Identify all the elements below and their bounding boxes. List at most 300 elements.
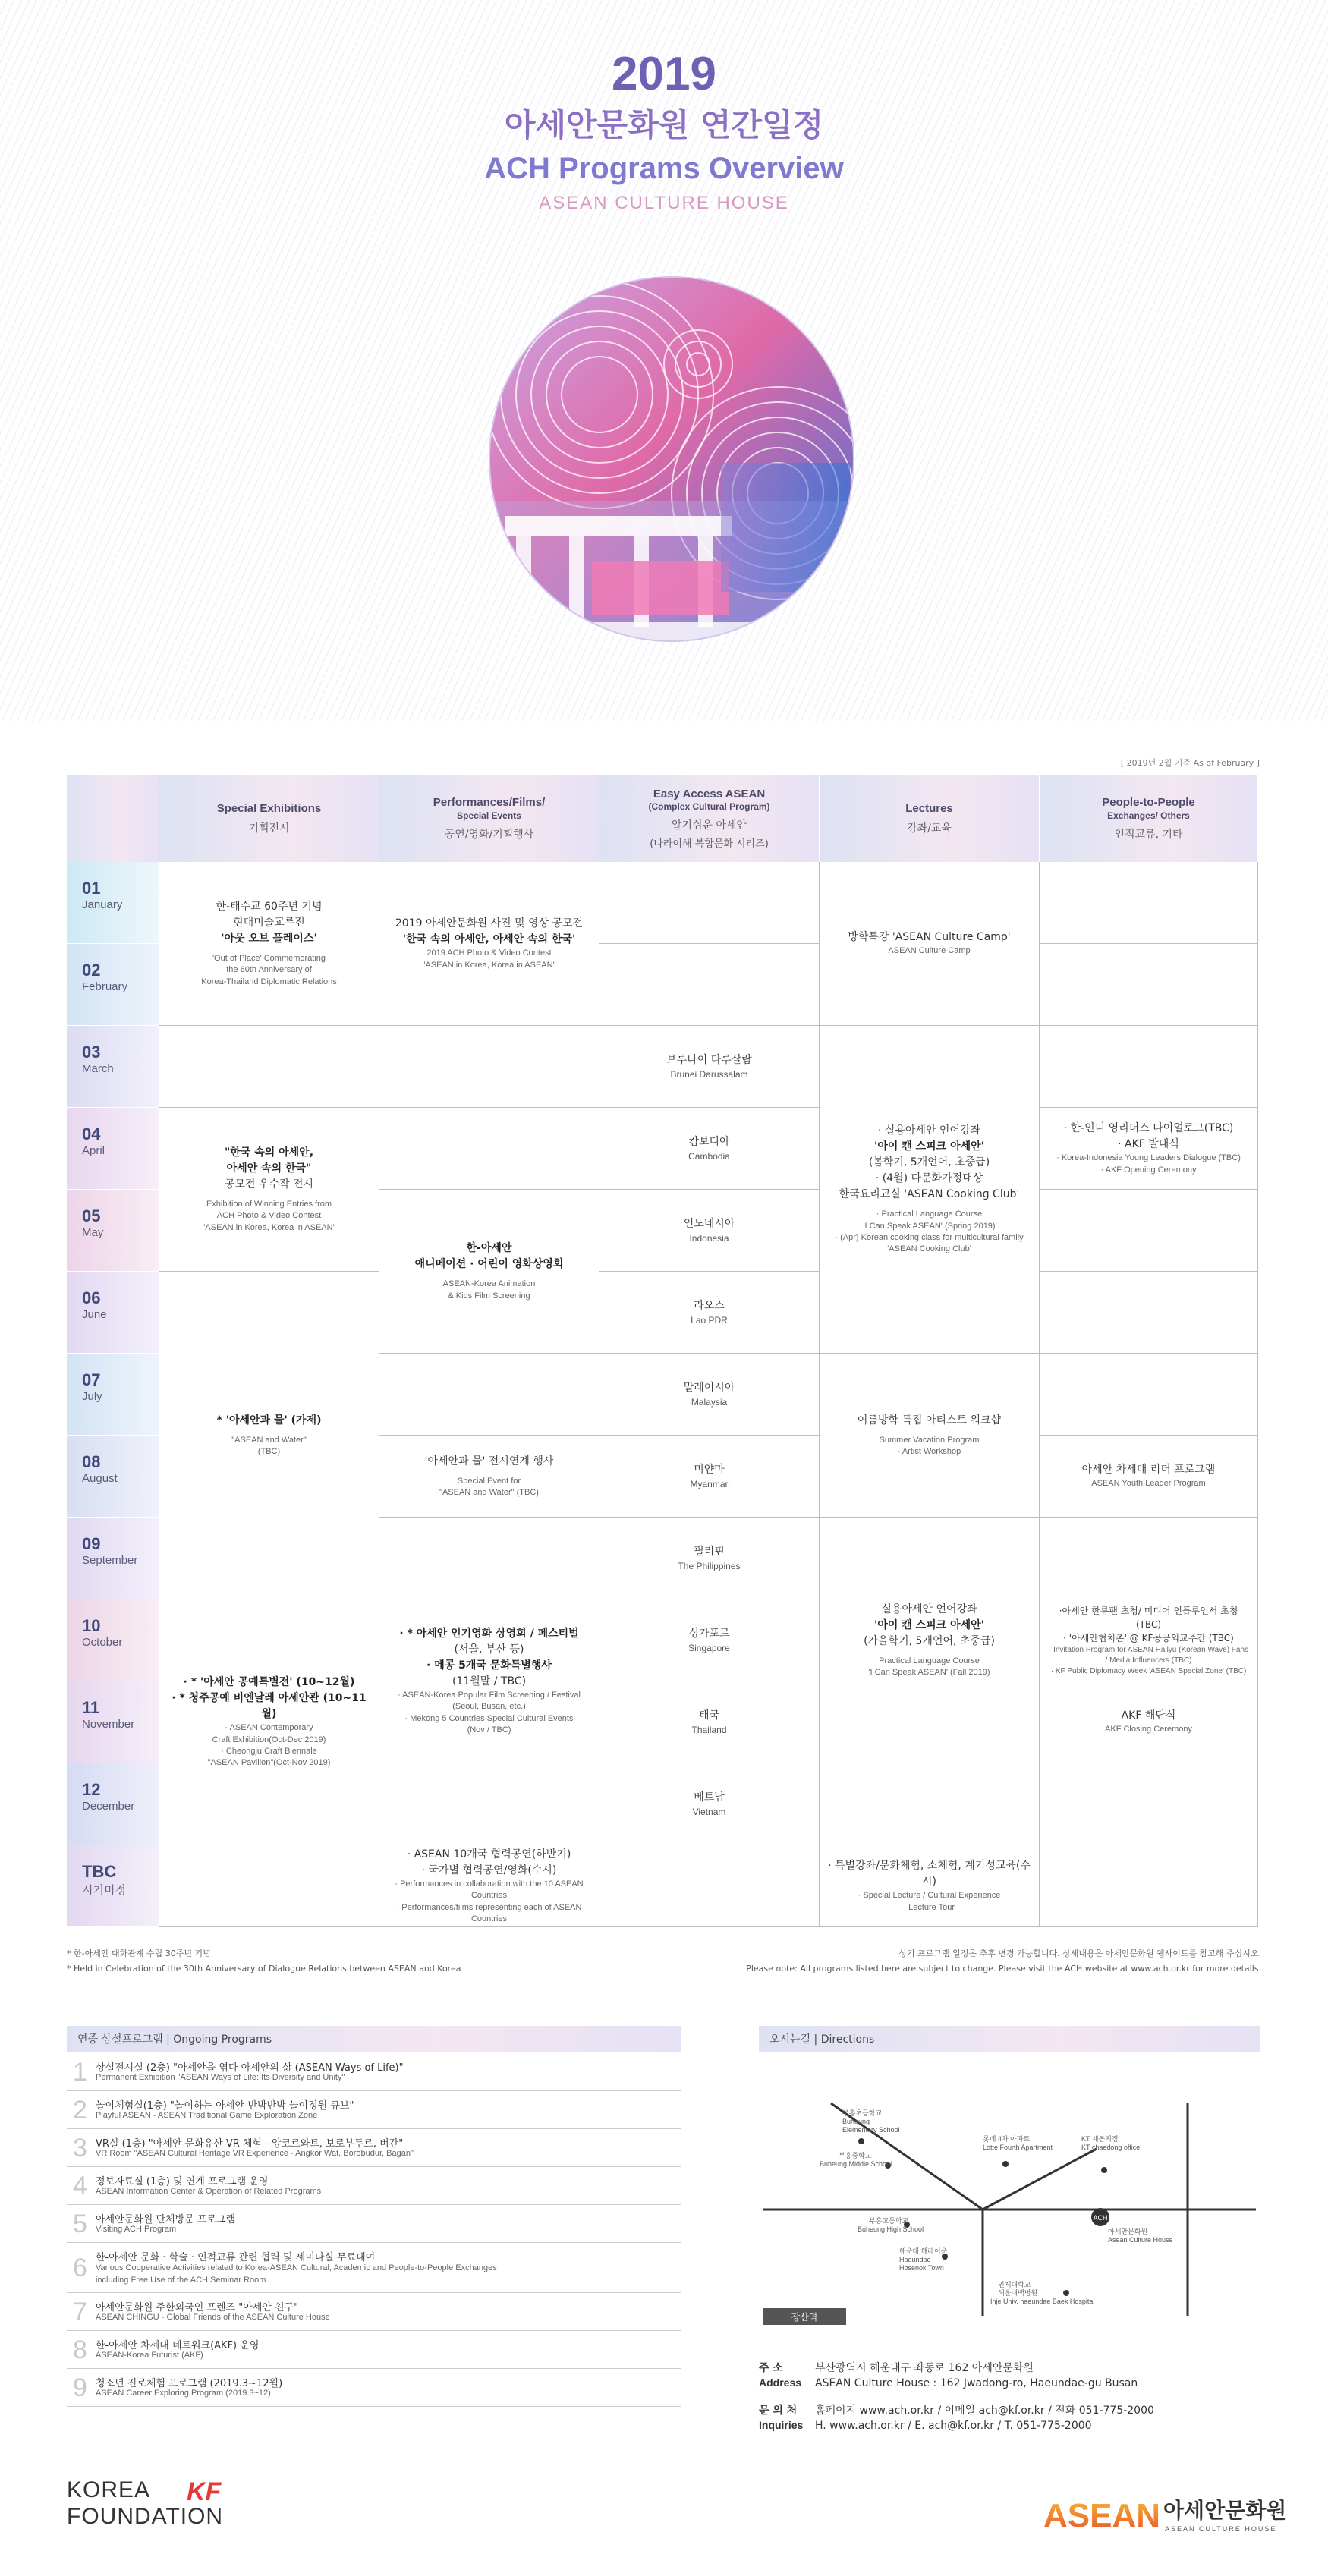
list-item <box>67 2167 681 2205</box>
as-of-note: [ 2019년 2월 기준 As of February ] <box>1120 758 1260 768</box>
item-title-en: Visiting ACH Program <box>96 2225 177 2234</box>
address-row <box>759 2376 1138 2389</box>
country-cell <box>599 1026 820 1108</box>
ach-logo-word: ASEAN <box>1043 2497 1161 2534</box>
address-row <box>759 2360 1034 2375</box>
header-exhibitions-en: Special Exhibitions <box>216 801 322 815</box>
exchange-title-kr: 아세안 차세대 리더 프로그램 <box>1081 1464 1216 1477</box>
item-title-kr: 한-아세안 문화 · 학술 · 인적교류 관련 협력 및 세미나실 무료대여 <box>96 2252 376 2263</box>
lecture-title-en: · (Apr) Korean cooking class for multicultural family <box>835 1233 1024 1242</box>
country-cell <box>599 1354 820 1436</box>
exhibition-title-en: 'Out of Place' Commemorating <box>212 953 326 963</box>
lecture-title-kr: 한국요리교실 'ASEAN Cooking Club' <box>839 1188 1020 1201</box>
footnote-left <box>67 1946 461 1977</box>
performance-title-en: 'ASEAN in Korea, Korea in ASEAN' <box>423 960 555 970</box>
header-lectures-en: Lectures <box>905 801 953 815</box>
exchange-cell <box>1040 1845 1258 1927</box>
inquiries-row <box>759 2419 1092 2432</box>
month-number: 08 <box>82 1452 101 1471</box>
item-title-en: ASEAN CHINGU - Global Friends of the ASEAN Culture House <box>96 2313 330 2322</box>
exchange-title-kr: · 한-인니 영리더스 다이얼로그(TBC) <box>1063 1122 1234 1135</box>
country-cell <box>599 1518 820 1599</box>
month-row <box>67 1518 159 1599</box>
month-number: 03 <box>82 1043 101 1062</box>
month-name: January <box>82 898 123 911</box>
month-number: 01 <box>82 879 101 898</box>
item-number: 5 <box>73 2210 87 2238</box>
country-name-kr: 미얀마 <box>694 1463 725 1476</box>
address-kr: 부산광역시 해운대구 좌동로 162 아세안문화원 <box>815 2362 1034 2374</box>
performance-title-en: · ASEAN-Korea Popular Film Screening / Festival <box>398 1690 581 1700</box>
month-row <box>67 1108 159 1190</box>
exhibition-title-kr: "한국 속의 아세안, <box>224 1146 314 1159</box>
kf-mark: KF <box>187 2477 222 2506</box>
lecture-title-kr: 방학특강 'ASEAN Culture Camp' <box>848 931 1011 944</box>
ongoing-programs-header: 연중 상설프로그램 | Ongoing Programs <box>67 2026 681 2052</box>
exchange-title-en: AKF Closing Ceremony <box>1105 1725 1192 1735</box>
month-row <box>67 1599 159 1681</box>
exchange-title-kr: ·아세안 한류팬 초청/ 미디어 인플루언서 초청(TBC) <box>1059 1605 1238 1630</box>
country-cell <box>599 1108 820 1190</box>
exchange-title-en: · Korea-Indonesia Young Leaders Dialogue (TBC) <box>1056 1153 1241 1163</box>
item-title-kr: 상설전시실 (2층) "아세안을 엮다 아세안의 삶 (ASEAN Ways of Life)" <box>96 2062 404 2074</box>
item-number: 3 <box>73 2134 87 2162</box>
exhibition-title-kr: 한-태수교 60주년 기념 <box>216 900 323 913</box>
lecture-cell <box>820 1026 1040 1354</box>
exchange-title-en: ASEAN Youth Leader Program <box>1091 1479 1206 1489</box>
exhibition-cell <box>159 1272 379 1599</box>
map-label: 부흥중학교 <box>839 2152 872 2159</box>
lecture-title-kr: (가을학기, 5개언어, 초중급) <box>864 1634 995 1647</box>
map-label: Haeundae <box>899 2256 931 2263</box>
hero-illustration <box>486 273 858 645</box>
item-title-en: ASEAN Career Exploring Program (2019.3~12) <box>96 2389 271 2398</box>
performance-cell <box>379 1763 599 1845</box>
month-number: 02 <box>82 961 101 980</box>
lecture-title-en: 'I Can Speak ASEAN' (Spring 2019) <box>863 1221 996 1231</box>
performance-cell <box>379 1354 599 1436</box>
month-name: June <box>82 1308 107 1321</box>
map-label: Inje Univ. haeundae Baek Hospital <box>990 2298 1095 2305</box>
month-number: 12 <box>82 1780 101 1799</box>
lecture-title-kr: · 실용아세안 언어강좌 <box>877 1124 981 1137</box>
map-marker <box>1002 2161 1009 2167</box>
address-en: ASEAN Culture House : 162 Jwadong-ro, Haeundae-gu Busan <box>815 2377 1138 2389</box>
lecture-title-en: · Special Lecture / Cultural Experience <box>858 1891 1001 1901</box>
performance-cell <box>379 1436 599 1518</box>
exhibition-cell <box>159 1845 379 1927</box>
header-easy-access-en: Easy Access ASEAN <box>653 787 766 800</box>
exhibition-title-en: · ASEAN Contemporary <box>225 1723 313 1733</box>
performance-title-kr: · * 아세안 인기영화 상영회 / 페스티벌 <box>399 1627 579 1640</box>
header-lectures-kr: 강좌/교육 <box>907 822 952 835</box>
list-item <box>67 2205 681 2243</box>
map-marker <box>1063 2290 1069 2296</box>
month-row <box>67 944 159 1026</box>
footnote-right <box>746 1946 1261 1977</box>
map-label: KT 재동지점 <box>1081 2135 1119 2143</box>
item-title-kr: 놀이체험실(1층) "놀이하는 아세안-반박반박 놀이정원 큐브" <box>96 2100 354 2112</box>
country-name-kr: 베트남 <box>694 1791 725 1804</box>
month-name: September <box>82 1554 138 1567</box>
list-item <box>67 2243 681 2293</box>
performance-title-en: 2019 ACH Photo & Video Contest <box>426 948 552 958</box>
performance-title-en: · Mekong 5 Countries Special Cultural Events <box>404 1713 574 1723</box>
country-cell <box>599 1845 820 1927</box>
item-number: 7 <box>73 2298 87 2326</box>
item-title-en: ASEAN Information Center & Operation of Related Programs <box>96 2187 322 2196</box>
hero-subtitle: ASEAN CULTURE HOUSE <box>539 193 789 213</box>
header-lectures <box>820 775 1040 862</box>
lecture-title-kr: '아이 캔 스피크 아세안' <box>874 1618 984 1631</box>
country-name-en: The Philippines <box>678 1560 741 1571</box>
country-cell <box>599 1190 820 1272</box>
lecture-cell <box>820 1518 1040 1763</box>
header-easy-access-kr: 알기쉬운 아세안 <box>671 819 747 832</box>
country-cell <box>599 1763 820 1845</box>
country-name-kr: 인도네시아 <box>683 1217 735 1230</box>
item-number: 2 <box>73 2096 87 2125</box>
header-performances-kr: 공연/영화/기획행사 <box>444 828 534 841</box>
month-number: 05 <box>82 1206 101 1225</box>
exchange-cell <box>1040 1190 1258 1272</box>
month-name: October <box>82 1636 123 1649</box>
country-cell <box>599 1436 820 1518</box>
exhibition-title-kr: · * 청주공예 비엔날레 아세안관 (10~11월) <box>172 1692 367 1721</box>
performance-title-en: · Performances in collaboration with the 10 ASEAN Countries <box>395 1879 584 1901</box>
map-label: 아세안문화원 <box>1108 2228 1148 2235</box>
item-number: 4 <box>73 2172 87 2200</box>
exhibition-cell <box>159 1026 379 1108</box>
ach-logo <box>1043 2487 1287 2540</box>
exchange-cell <box>1040 1518 1258 1599</box>
program-schedule-table <box>67 775 1258 1929</box>
hero-year: 2019 <box>612 48 716 100</box>
map-label: 롯데 4차 아파트 <box>983 2135 1031 2143</box>
exchange-title-kr: · AKF 발대식 <box>1118 1138 1179 1151</box>
exchange-title-kr: · '아세안협치촌' @ KF공공외교주간 (TBC) <box>1063 1632 1234 1643</box>
map-label: Buheung High School <box>858 2225 924 2233</box>
month-row <box>67 1436 159 1518</box>
inquiries-label-en: Inquiries <box>759 2419 804 2431</box>
exchange-title-en: · KF Public Diplomacy Week 'ASEAN Special Zone' (TBC) <box>1050 1666 1247 1675</box>
month-row <box>67 1845 159 1927</box>
country-name-en: Malaysia <box>691 1396 728 1408</box>
inquiries-label-kr: 문 의 처 <box>759 2405 798 2417</box>
map-label: 인제대학교 <box>998 2281 1031 2288</box>
header-exhibitions-kr: 기획전시 <box>248 822 290 835</box>
list-item <box>67 2331 681 2369</box>
korea-foundation-logo <box>67 2477 223 2530</box>
exchange-cell <box>1040 1681 1258 1763</box>
lecture-cell <box>820 862 1040 1026</box>
exhibition-title-kr: · * '아세안 공예특별전' (10~12월) <box>183 1676 355 1689</box>
performance-cell <box>379 1518 599 1599</box>
item-title-en: Permanent Exhibition "ASEAN Ways of Life: Its Diversity and Unity" <box>96 2073 345 2082</box>
header-performances-en: Performances/Films/ <box>433 796 546 810</box>
address-label-kr: 주 소 <box>759 2362 783 2374</box>
exhibition-cell <box>159 1108 379 1272</box>
item-title-kr: 아세안문화원 주한외국인 프렌즈 "아세안 친구" <box>96 2302 299 2313</box>
lecture-cell <box>820 1845 1040 1927</box>
footnote-kr: * 한-아세안 대화관계 수립 30주년 기념 <box>67 1949 211 1958</box>
month-number: 04 <box>82 1124 101 1143</box>
performance-title-kr: '한국 속의 아세안, 아세안 속의 한국' <box>402 933 576 946</box>
exhibition-title-en: (TBC) <box>257 1447 281 1456</box>
exhibition-title-en: Korea-Thailand Diplomatic Relations <box>201 977 337 986</box>
month-row <box>67 1354 159 1436</box>
exhibition-title-en: the 60th Anniversary of <box>226 965 312 975</box>
exchange-title-en: · AKF Opening Ceremony <box>1100 1165 1197 1175</box>
month-name: November <box>82 1718 135 1731</box>
month-name: February <box>82 980 128 993</box>
map-label: 부흥고등학교 <box>869 2217 909 2225</box>
country-name-kr: 필리핀 <box>694 1545 725 1558</box>
exchange-cell <box>1040 862 1258 944</box>
month-name: April <box>82 1144 105 1157</box>
lecture-title-en: ASEAN Culture Camp <box>888 946 971 956</box>
country-name-kr: 캄보디아 <box>688 1135 730 1148</box>
lecture-title-en: Practical Language Course <box>879 1656 980 1665</box>
exchange-cell <box>1040 1763 1258 1845</box>
lecture-title-en: 'I Can Speak ASEAN' (Fall 2019) <box>868 1668 990 1677</box>
item-title-kr: 아세안문화원 단체방문 프로그램 <box>96 2214 236 2225</box>
ach-logo-en: ASEAN CULTURE HOUSE <box>1165 2525 1277 2533</box>
month-row <box>67 1763 159 1845</box>
header-corner <box>67 775 159 862</box>
item-number: 1 <box>73 2058 87 2087</box>
hero-banner <box>0 0 1328 721</box>
header-easy-access <box>599 775 820 862</box>
month-number: 06 <box>82 1288 101 1307</box>
month-number: 07 <box>82 1370 101 1389</box>
performance-title-kr: (11월말 / TBC) <box>452 1675 527 1687</box>
exchange-cell <box>1040 944 1258 1026</box>
country-cell <box>599 1681 820 1763</box>
performance-cell <box>379 1845 599 1927</box>
country-name-en: Singapore <box>688 1642 730 1653</box>
country-name-en: Cambodia <box>688 1150 730 1162</box>
lecture-title-kr: (봄학기, 5개언어, 초중급) <box>868 1156 990 1169</box>
exhibition-title-en: "ASEAN Pavilion"(Oct-Nov 2019) <box>207 1758 331 1768</box>
lecture-title-kr: 실용아세안 언어강좌 <box>881 1603 977 1615</box>
exhibition-cell <box>159 1599 379 1845</box>
month-name: July <box>82 1390 102 1403</box>
performance-title-kr: · ASEAN 10개국 협력공연(하반기) <box>407 1848 571 1860</box>
performance-title-en: (Seoul, Busan, etc.) <box>452 1702 526 1712</box>
list-item <box>67 2091 681 2129</box>
month-name: December <box>82 1800 135 1813</box>
exchange-cell <box>1040 1272 1258 1354</box>
performance-cell <box>379 1026 599 1108</box>
month-name: August <box>82 1472 118 1485</box>
country-cell <box>599 862 820 944</box>
performance-title-kr: · 메콩 5개국 문화특별행사 <box>426 1659 552 1672</box>
item-number: 6 <box>73 2254 87 2282</box>
list-item <box>67 2053 681 2091</box>
item-number: 9 <box>73 2373 87 2402</box>
disclaimer-en: Please note: All programs listed here are subject to change. Please visit the ACH website at www.ach.or.kr for more details. <box>746 1963 1261 1974</box>
map-label: Elementary School <box>842 2126 900 2134</box>
map-label: Buheung Middle School <box>820 2160 892 2168</box>
lecture-title-en: 'ASEAN Cooking Club' <box>887 1244 971 1254</box>
map-label: 해운대 해레이운 <box>899 2247 948 2255</box>
lecture-title-en: · Practical Language Course <box>876 1209 983 1219</box>
header-performances <box>379 775 599 862</box>
exhibition-title-kr: * '아세안과 물' (가제) <box>216 1414 322 1426</box>
item-title-kr: 정보자료실 (1층) 및 연계 프로그램 운영 <box>96 2176 269 2188</box>
item-title-en: Playful ASEAN - ASEAN Traditional Game Exploration Zone <box>96 2111 318 2120</box>
lecture-cell <box>820 1354 1040 1518</box>
performance-cell <box>379 1108 599 1190</box>
performance-title-kr: 2019 아세안문화원 사진 및 영상 공모전 <box>395 917 584 930</box>
lecture-title-kr: 여름방학 특집 아티스트 워크샵 <box>857 1414 1002 1426</box>
performance-title-en: "ASEAN and Water" (TBC) <box>439 1488 539 1497</box>
lecture-cell <box>820 1763 1040 1845</box>
exchange-title-kr: AKF 해단식 <box>1121 1709 1176 1722</box>
country-name-en: Thailand <box>691 1724 727 1735</box>
performance-title-en: Special Event for <box>457 1476 521 1486</box>
item-title-kr: 청소년 진로체험 프로그램 (2019.3~12월) <box>96 2378 283 2389</box>
map-marker <box>858 2138 864 2144</box>
ach-marker-label: ACH <box>1093 2214 1108 2222</box>
lecture-title-kr: '아이 캔 스피크 아세안' <box>874 1140 984 1153</box>
country-name-kr: 말레이시아 <box>683 1381 735 1394</box>
country-cell <box>599 1599 820 1681</box>
list-item <box>67 2369 681 2407</box>
exhibition-title-kr: 공모전 우수작 전시 <box>224 1178 314 1190</box>
item-title-en: VR Room "ASEAN Cultural Heritage VR Experience - Angkor Wat, Borobudur, Bagan" <box>96 2149 414 2158</box>
performance-cell <box>379 1599 599 1763</box>
performance-title-kr: '아세안과 물' 전시연계 행사 <box>424 1455 554 1467</box>
lecture-title-en: , Lecture Tour <box>903 1902 955 1912</box>
location-map <box>763 2058 1256 2323</box>
exhibition-title-en: Exhibition of Winning Entries from <box>206 1199 332 1209</box>
exhibition-title-en: ACH Photo & Video Contest <box>216 1211 322 1221</box>
header-exchanges <box>1040 775 1258 862</box>
map-label: Buheung <box>842 2118 870 2125</box>
month-name: 시기미정 <box>82 1884 126 1897</box>
exchange-cell <box>1040 1599 1258 1681</box>
map-label: Asean Culture House <box>1108 2236 1173 2244</box>
performance-cell <box>379 862 599 1026</box>
header-exchanges-en: People-to-People <box>1102 796 1195 810</box>
map-label: Lotte Fourth Apartment <box>983 2144 1053 2151</box>
station-label: 장산역 <box>791 2312 818 2323</box>
map-marker <box>1101 2167 1107 2173</box>
item-title-kr: 한-아세안 차세대 네트워크(AKF) 운영 <box>96 2340 260 2351</box>
country-name-kr: 라오스 <box>694 1299 725 1312</box>
month-row <box>67 1681 159 1763</box>
exchange-title-en: · Invitation Program for ASEAN Hallyu (Korean Wave) Fans <box>1048 1645 1249 1654</box>
inquiries-row <box>759 2402 1154 2417</box>
performance-title-kr: (서울, 부산 등) <box>454 1643 524 1656</box>
map-label: KT chaedong office <box>1081 2144 1141 2151</box>
kf-logo-line2: FOUNDATION <box>67 2503 224 2529</box>
exhibition-title-en: Craft Exhibition(Oct-Dec 2019) <box>212 1735 326 1744</box>
performance-title-en: · Performances/films representing each of ASEAN Countries <box>396 1902 582 1923</box>
performance-title-en: (Nov / TBC) <box>467 1725 511 1735</box>
month-number: 09 <box>82 1534 101 1553</box>
exhibition-cell <box>159 862 379 1026</box>
performance-title-kr: 애니메이션 · 어린이 영화상영회 <box>414 1258 564 1271</box>
exhibition-title-en: · Cheongju Craft Biennale <box>221 1747 317 1756</box>
disclaimer-kr: 상기 프로그램 일정은 추후 변경 가능합니다. 상세내용은 아세안문화원 웹사이트를 참고해 주십시오. <box>898 1949 1261 1958</box>
inquiries-en[interactable]: H. www.ach.or.kr / E. ach@kf.or.kr / T. 051-775-2000 <box>815 2420 1092 2432</box>
exchange-cell <box>1040 1026 1258 1108</box>
month-row <box>67 1190 159 1272</box>
header-easy-access-en2: (Complex Cultural Program) <box>648 801 770 813</box>
map-label: 해운대백병원 <box>998 2289 1038 2297</box>
kf-logo-line1: KOREA <box>67 2477 151 2502</box>
country-name-kr: 태국 <box>698 1709 720 1722</box>
performance-title-kr: 한-아세안 <box>466 1242 512 1255</box>
address-label-en: Address <box>759 2376 802 2389</box>
header-exhibitions <box>159 775 379 862</box>
exchange-cell <box>1040 1354 1258 1436</box>
lecture-title-kr: · (4월) 다문화가정대상 <box>875 1172 983 1185</box>
exhibition-title-en: 'ASEAN in Korea, Korea in ASEAN' <box>203 1222 335 1232</box>
month-row <box>67 862 159 944</box>
performance-title-en: & Kids Film Screening <box>448 1291 530 1301</box>
lecture-title-kr: · 특별강좌/문화체험, 소체험, 계기성교육(수시) <box>828 1860 1031 1889</box>
month-number: 10 <box>82 1616 101 1635</box>
hero-title-en: ACH Programs Overview <box>484 152 844 185</box>
header-exchanges-kr: 인적교류, 기타 <box>1114 828 1183 841</box>
month-name: May <box>82 1226 104 1239</box>
country-name-en: Vietnam <box>692 1806 726 1817</box>
hero-title-kr: 아세안문화원 연간일정 <box>504 106 824 143</box>
lecture-title-en: Summer Vacation Program <box>879 1435 980 1445</box>
country-name-kr: 브루나이 다루살람 <box>666 1053 752 1066</box>
exhibition-title-en: "ASEAN and Water" <box>231 1435 307 1445</box>
item-title-kr: VR실 (1층) "아세안 문화유산 VR 체험 - 앙코르와트, 보로부두르, 버간" <box>96 2138 404 2150</box>
country-name-en: Brunei Darussalam <box>670 1068 748 1080</box>
footnote-en: * Held in Celebration of the 30th Anniversary of Dialogue Relations between ASEAN and Korea <box>67 1963 461 1974</box>
month-name: March <box>82 1062 114 1075</box>
country-name-en: Lao PDR <box>691 1314 728 1326</box>
country-cell <box>599 944 820 1026</box>
exchange-cell <box>1040 1436 1258 1518</box>
country-name-en: Myanmar <box>690 1478 729 1489</box>
header-easy-access-kr2: (나라이해 복합문화 시리즈) <box>650 838 769 851</box>
header-performances-en2: Special Events <box>457 810 521 821</box>
exchange-title-en: / Media Influencers (TBC) <box>1105 1656 1192 1665</box>
item-title-en: Various Cooperative Activities related to Korea-ASEAN Cultural, Academic and People-to-People Exchanges including Free Use of the ACH Seminar Room <box>96 2263 497 2285</box>
month-number: TBC <box>82 1862 117 1881</box>
inquiries-kr[interactable]: 홈페이지 www.ach.or.kr / 이메일 ach@kf.or.kr / 전화 051-775-2000 <box>815 2405 1154 2417</box>
month-row <box>67 1026 159 1108</box>
lecture-title-en: - Artist Workshop <box>897 1447 961 1456</box>
item-title-en: ASEAN-Korea Futurist (AKF) <box>96 2351 203 2360</box>
list-item <box>67 2293 681 2331</box>
map-label: Hosenok Town <box>899 2264 944 2272</box>
map-label: 부흥초등학교 <box>842 2109 883 2117</box>
exhibition-title-kr: 현대미술교류전 <box>233 916 305 929</box>
exhibition-title-kr: '아웃 오브 플레이스' <box>221 932 317 945</box>
month-row <box>67 1272 159 1354</box>
month-number: 11 <box>82 1698 100 1717</box>
performance-title-en: ASEAN-Korea Animation <box>442 1279 536 1289</box>
performance-cell <box>379 1190 599 1354</box>
performance-title-kr: · 국가별 협력공연/영화(수시) <box>421 1864 557 1876</box>
country-name-en: Indonesia <box>689 1232 729 1244</box>
item-number: 8 <box>73 2335 87 2364</box>
header-exchanges-en2: Exchanges/ Others <box>1107 810 1190 821</box>
ach-logo-kr: 아세안문화원 <box>1163 2498 1287 2523</box>
list-item <box>67 2129 681 2167</box>
country-cell <box>599 1272 820 1354</box>
